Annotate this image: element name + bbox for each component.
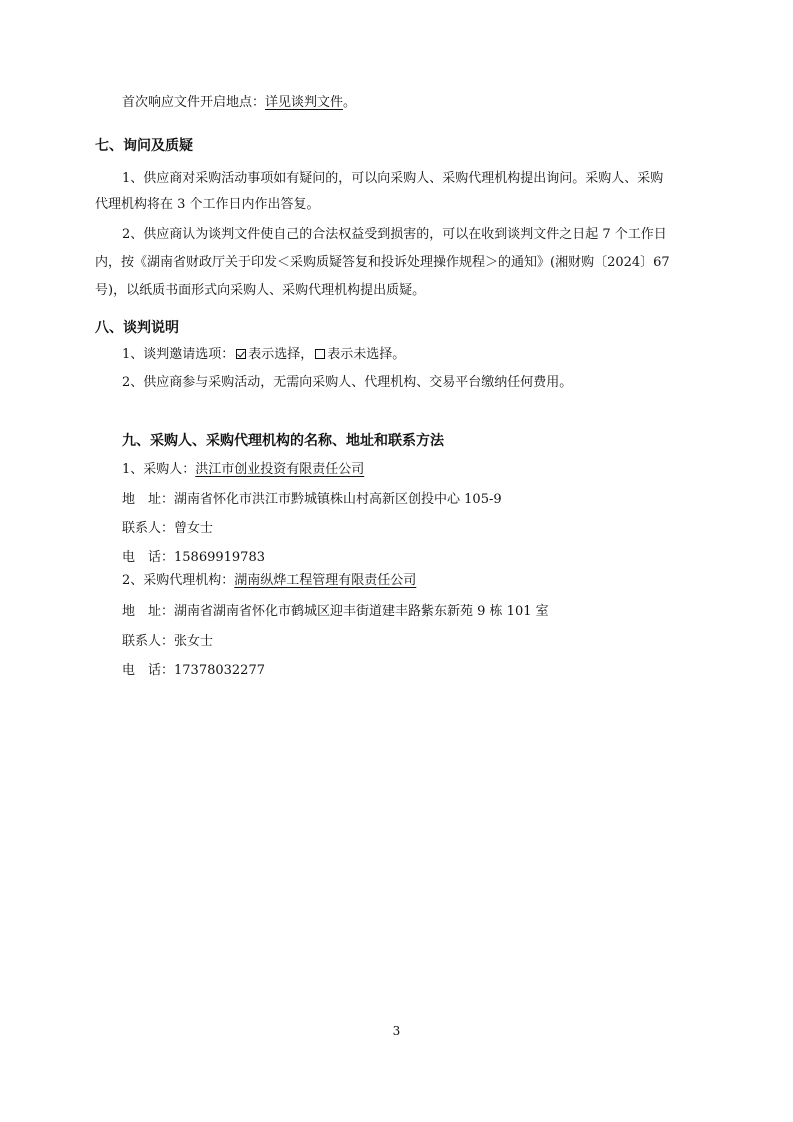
purchaser-line bbox=[122, 461, 364, 479]
purchaser-address: 湖南省怀化市洪江市黔城镇株山村高新区创投中心 105-9 bbox=[174, 492, 502, 507]
section-8-p2: 2、供应商参与采购活动，无需向采购人、代理机构、交易平台缴纳任何费用。 bbox=[122, 375, 573, 390]
opening-place-end: 。 bbox=[343, 95, 357, 110]
purchaser-label: 1、采购人： bbox=[122, 462, 196, 477]
agent-name: 湖南纵烨工程管理有限责任公司 bbox=[234, 573, 417, 588]
section-7-p1-line1: 1、供应商对采购活动事项如有疑问的，可以向采购人、采购代理机构提出询问。采购人、采购 bbox=[122, 171, 664, 186]
section-8-p1-prefix: 1、谈判邀请选项： bbox=[122, 347, 235, 362]
agent-contact-line bbox=[122, 633, 213, 651]
unchecked-box-icon bbox=[315, 349, 325, 359]
section-7-p2-line2: 内，按《湖南省财政厅关于印发＜采购质疑答复和投诉处理操作规程＞的通知》(湘财购〔2024〕67 bbox=[95, 255, 670, 270]
purchaser-contact-label: 联系人： bbox=[122, 521, 175, 536]
purchaser-phone-line bbox=[122, 549, 265, 567]
purchaser-phone: 15869919783 bbox=[174, 550, 265, 565]
section-7-p2-line3: 号)，以纸质书面形式向采购人、采购代理机构提出质疑。 bbox=[95, 283, 426, 298]
opening-place-label: 首次响应文件开启地点： bbox=[122, 95, 266, 110]
purchaser-contact-line bbox=[122, 520, 213, 538]
agent-contact: 张女士 bbox=[174, 634, 214, 649]
purchaser-name: 洪江市创业投资有限责任公司 bbox=[195, 462, 365, 477]
agent-address-label: 地 址： bbox=[122, 604, 175, 619]
purchaser-address-line bbox=[122, 491, 502, 509]
section-8-p1-checked: 表示选择， bbox=[248, 347, 314, 362]
agent-phone-label: 电 话： bbox=[122, 663, 175, 678]
agent-phone: 17378032277 bbox=[174, 663, 265, 678]
agent-contact-label: 联系人： bbox=[122, 634, 175, 649]
agent-address: 湖南省湖南省怀化市鹤城区迎丰街道建丰路紫东新苑 9 栋 101 室 bbox=[174, 604, 549, 619]
agent-label: 2、采购代理机构： bbox=[122, 573, 235, 588]
agent-line bbox=[122, 572, 416, 590]
opening-place-value: 详见谈判文件 bbox=[265, 95, 344, 110]
agent-address-line bbox=[122, 603, 549, 621]
section-8-p1 bbox=[122, 346, 405, 364]
checked-box-icon bbox=[236, 349, 246, 359]
section-8-p1-unchecked: 表示未选择。 bbox=[327, 347, 406, 362]
section-8-heading: 八、谈判说明 bbox=[95, 320, 179, 336]
page-number: 3 bbox=[392, 1024, 401, 1038]
purchaser-address-label: 地 址： bbox=[122, 492, 175, 507]
purchaser-contact: 曾女士 bbox=[174, 521, 214, 536]
purchaser-phone-label: 电 话： bbox=[122, 550, 175, 565]
opening-place-line bbox=[122, 94, 356, 112]
section-7-p1-line2: 代理机构将在 3 个工作日内作出答复。 bbox=[95, 197, 320, 212]
section-7-p2-line1: 2、供应商认为谈判文件使自己的合法权益受到损害的，可以在收到谈判文件之日起 7 个工作日 bbox=[122, 227, 667, 242]
section-9-heading: 九、采购人、采购代理机构的名称、地址和联系方法 bbox=[122, 433, 444, 449]
section-7-heading: 七、询问及质疑 bbox=[95, 138, 193, 154]
agent-phone-line bbox=[122, 662, 265, 680]
